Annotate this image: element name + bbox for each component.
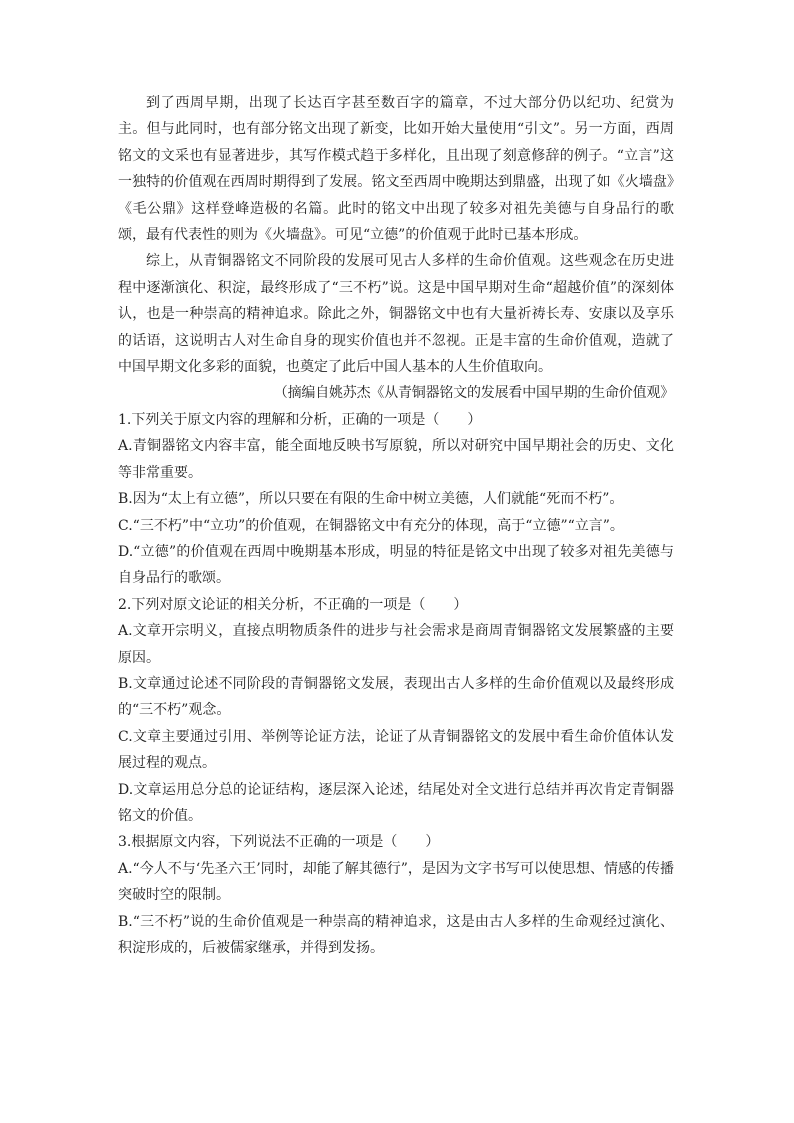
passage-source: （摘编自姚苏杰《从青铜器铭文的发展看中国早期的生命价值观》	[273, 385, 674, 402]
question-1-option-a: A.青铜器铭文内容丰富，能全面地反映书写原貌，所以对研究中国早期社会的历史、文化等非常重要。	[118, 438, 674, 481]
passage-paragraph-1: 到了西周早期，出现了长达百字甚至数百字的篇章，不过大部分仍以纪功、纪赏为主。但与此同时，也有部分铭文出现了新变，比如开始大量使用“引文”。另一方面，西周铭文的文采也有显著进步，其写作模式趋于多样化，且出现了刻意修辞的例子。“立言”这一独特的价值观在西周时期得到了发展。铭文至西周中晚期达到鼎盛，出现了如《火墙盘》《毛公鼎》这样登峰造极的名篇。此时的铭文中出现了较多对祖先美德与自身品行的歌颂，最有代表性的则为《火墙盘》。可见“立德”的价值观于此时已基本形成。	[118, 95, 674, 244]
question-2-stem: 2.下列对原文论证的相关分析，不正确的一项是（ ）	[118, 596, 468, 613]
question-3-option-b: B.“三不朽”说的生命价值观是一种崇高的精神追求，这是由古人多样的生命观经过演化、积淀形成的，后被儒家继承，并得到发扬。	[118, 913, 674, 956]
question-2-option-c: C.文章主要通过引用、举例等论证方法，论证了从青铜器铭文的发展中看生命价值体认发展过程的观点。	[118, 728, 674, 772]
question-3-option-a: A.“今人不与‘先圣六王’同时，却能了解其德行”，是因为文字书写可以使思想、情感的传播突破时空的限制。	[118, 860, 674, 904]
question-1-option-b: B.因为“太上有立德”，所以只要在有限的生命中树立美德，人们就能“死而不朽”。	[118, 491, 624, 508]
question-3	[118, 829, 674, 961]
question-1-stem: 1.下列关于原文内容的理解和分析，正确的一项是（ ）	[118, 411, 482, 428]
question-2	[118, 592, 674, 830]
document-page	[118, 90, 674, 961]
question-3-stem: 3.根据原文内容，下列说法不正确的一项是（ ）	[118, 834, 440, 851]
question-1-option-c: C.“三不朽”中“立功”的价值观，在铜器铭文中有充分的体现，高于“立德”“立言”。	[118, 517, 624, 534]
question-2-option-a: A.文章开宗明义，直接点明物质条件的进步与社会需求是商周青铜器铭文发展繁盛的主要原因。	[118, 623, 674, 666]
question-1	[118, 407, 674, 592]
question-2-option-b: B.文章通过论述不同阶段的青铜器铭文发展，表现出古人多样的生命价值观以及最终形成的“三不朽”观念。	[118, 675, 674, 719]
question-1-option-d: D.“立德”的价值观在西周中晚期基本形成，明显的特征是铭文中出现了较多对祖先美德与自身品行的歌颂。	[118, 543, 674, 587]
passage-paragraph-2: 综上，从青铜器铭文不同阶段的发展可见古人多样的生命价值观。这些观念在历史进程中逐渐演化、积淀，最终形成了“三不朽”说。这是中国早期对生命“超越价值”的深刻体认，也是一种崇高的精神追求。除此之外，铜器铭文中也有大量祈祷长寿、安康以及享乐的话语，这说明古人对生命自身的现实价值也并不忽视。正是丰富的生命价值观，造就了中国早期文化多彩的面貌，也奠定了此后中国人基本的人生价值取向。	[118, 253, 674, 376]
question-2-option-d: D.文章运用总分总的论证结构，逐层深入论述，结尾处对全文进行总结并再次肯定青铜器铭文的价值。	[118, 781, 674, 824]
